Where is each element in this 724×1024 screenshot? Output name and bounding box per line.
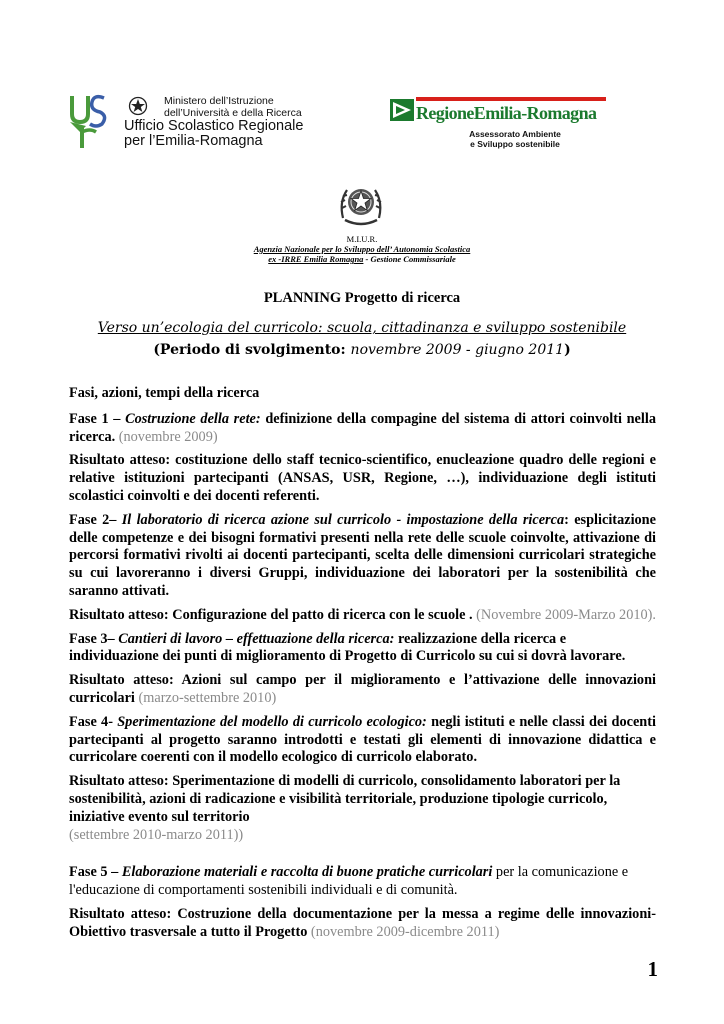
agency-header — [0, 234, 724, 264]
office-line-1: Ufficio Scolastico Regionale — [124, 118, 304, 134]
phase-3-title: Cantieri di lavoro – effettuazione della ricerca: — [118, 630, 395, 647]
agency-line-1: Agenzia Nazionale per lo Sviluppo dell’ Autonomia Scolastica — [253, 244, 471, 254]
ministry-line-1: Ministero dell’Istruzione — [164, 95, 274, 107]
section-title: Fasi, azioni, tempi della ricerca — [69, 385, 260, 401]
result-3 — [69, 672, 656, 708]
phase-3-text: realizzazione della ricerca e individuazione dei punti di miglioramento di Progetto di Curricolo su cui si dovrà lavorare. — [69, 630, 626, 665]
result-2-text: Risultato atteso: Configurazione del patto di ricerca con le scuole . — [69, 606, 477, 623]
region-name: RegioneEmilia-Romagna — [416, 103, 597, 123]
region-flag-icon — [390, 99, 414, 121]
spacer — [69, 850, 656, 864]
region-dept-line-1: Assessorato Ambiente — [469, 129, 561, 139]
region-dept-line-2: e Sviluppo sostenibile — [470, 139, 560, 149]
document-body — [69, 385, 656, 948]
project-subtitle: Verso un’ecologia del curricolo: scuola, cittadinanza e sviluppo sostenibile — [97, 320, 627, 336]
agency-line-2 — [0, 254, 724, 264]
phase-5-label: Fase 5 – — [69, 864, 122, 881]
period-value: novembre 2009 - giugno 2011 — [350, 342, 565, 358]
phase-1-text: definizione della compagine del sistema di attori coinvolti nella ricerca. — [69, 410, 656, 445]
result-4 — [69, 773, 656, 844]
result-2-date: (Novembre 2009-Marzo 2010). — [476, 606, 656, 623]
regione-emilia-romagna-logo — [390, 97, 606, 149]
phase-1-label: Fase 1 – — [69, 410, 126, 427]
office-line-2: per l’Emilia-Romagna — [124, 133, 263, 149]
result-5 — [69, 906, 656, 942]
result-4-date: (settembre 2010-marzo 2011)) — [69, 826, 244, 843]
result-5-date: (novembre 2009-dicembre 2011) — [307, 923, 500, 940]
miur-office-logo — [124, 95, 303, 149]
usr-logo — [66, 92, 108, 150]
phase-3 — [69, 631, 656, 667]
phase-2-title: Il laboratorio di ricerca azione sul curricolo - impostazione della ricerca — [121, 511, 565, 528]
italian-republic-emblem-icon — [337, 178, 385, 230]
phase-5-title: Elaborazione materiali e raccolta di buone pratiche curricolari — [121, 864, 493, 881]
phase-4-title: Sperimentazione del modello di curricolo ecologico: — [117, 713, 427, 730]
phase-2-label: Fase 2– — [69, 511, 122, 528]
ministry-line-2: dell’Università e della Ricerca — [164, 107, 302, 119]
phase-4 — [69, 714, 656, 767]
phase-2 — [69, 512, 656, 601]
period-close: ) — [564, 342, 571, 358]
phase-3-label: Fase 3– — [69, 630, 119, 647]
period-label: (Periodo di svolgimento: — [153, 342, 351, 358]
page-number: 1 — [647, 957, 658, 981]
project-period — [0, 342, 724, 358]
document-title: PLANNING Progetto di ricerca — [263, 290, 461, 306]
phase-4-text: negli istituti e nelle classi dei docenti partecipanti al progetto saranno introdotti e testati gli elementi di innovazione didattica e curricolare coerenti con il modello ecologico di curricolo elaborato. — [69, 713, 656, 766]
region-department — [430, 129, 600, 149]
result-1: Risultato atteso: costituzione dello staff tecnico-scientifico, enucleazione quadro delle regioni e relative istituzioni partecipanti (ANSAS, USR, Regione, …), individuazione degli istituti scolastici coinvolti e dei docenti referenti. — [69, 452, 656, 504]
phase-5 — [69, 864, 656, 900]
result-5-text: Risultato atteso: Costruzione della documentazione per la messa a regime delle innovazioni- Obiettivo trasversale a tutto il Progetto — [69, 905, 656, 940]
phase-1-date: (novembre 2009) — [115, 428, 218, 445]
region-red-bar — [416, 97, 606, 101]
result-3-date: (marzo-settembre 2010) — [134, 689, 277, 706]
result-2 — [69, 607, 656, 625]
result-3-text: Risultato atteso: Azioni sul campo per il miglioramento e l’attivazione delle innovazioni curricolari — [69, 672, 656, 706]
phase-5-text: per la comunicazione e l'educazione di comportamenti sostenibili individuali e di comunità. — [69, 864, 629, 899]
agency-line-2b: - Gestione Commissariale — [365, 254, 456, 264]
phase-1 — [69, 411, 656, 447]
phase-4-label: Fase 4- — [69, 713, 118, 730]
phase-1-title: Costruzione della rete: — [125, 410, 261, 427]
agency-line-2a: ex -IRRE Emilia Romagna — [268, 254, 364, 264]
phase-2-text: : esplicitazione delle competenze e dei bisogni formativi presenti nella rete delle scuole coinvolte, attivazione di percorsi formativi rivolti ai docenti partecipanti, scelta delle dimensioni curricolari strategiche su cui lavoreranno i diversi Gruppi, individuazione dei laboratori per la sostenibilità che saranno attivati. — [69, 511, 656, 599]
result-4-text: Risultato atteso: Sperimentazione di modelli di curricolo, consolidamento laboratori per la sostenibilità, azioni di radicazione e visibilità territoriale, produzione tipologie curricolo, iniziative evento sul territorio — [69, 773, 621, 825]
miur-abbrev: M.I.U.R. — [346, 234, 378, 244]
